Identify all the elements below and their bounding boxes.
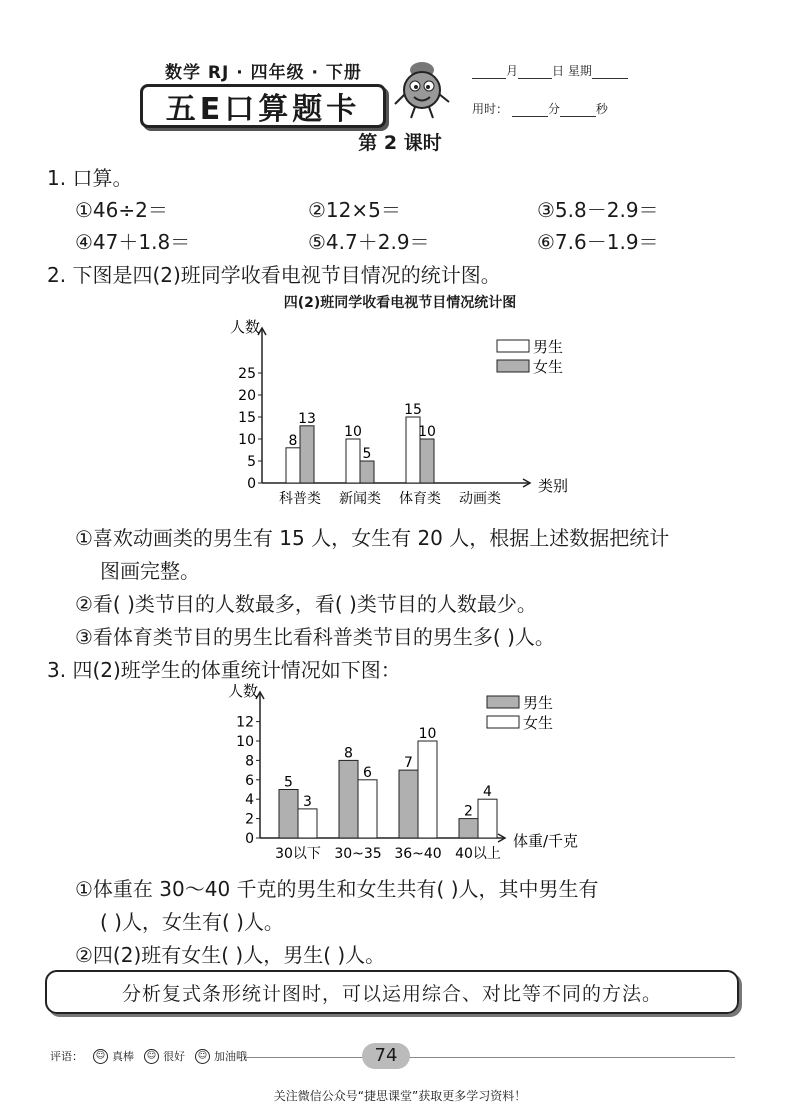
rating-row bbox=[50, 1048, 247, 1064]
q3-title: 3. 四(2)班学生的体重统计情况如下图： bbox=[47, 658, 401, 682]
page-number: 74 bbox=[362, 1043, 410, 1069]
q1-item: ③5.8－2.9＝ bbox=[537, 198, 659, 222]
y-tick-label: 4 bbox=[245, 792, 254, 809]
bar-value-label: 6 bbox=[363, 764, 372, 781]
rating-good[interactable]: 很好 bbox=[163, 1050, 185, 1063]
bar-value-label: 5 bbox=[284, 774, 293, 791]
x-tick-label: 30以下 bbox=[275, 846, 321, 862]
bar-value-label: 13 bbox=[298, 410, 316, 427]
q2-sub1-line1: ①喜欢动画类的男生有 15 人，女生有 20 人，根据上述数据把统计 bbox=[75, 526, 670, 550]
y-tick-label: 8 bbox=[245, 753, 254, 770]
q1-item: ④47＋1.8＝ bbox=[75, 230, 191, 254]
subject-line: 数学 RJ · 四年级 · 下册 bbox=[165, 63, 362, 83]
y-tick-label: 15 bbox=[238, 410, 256, 426]
time-label: 用时： bbox=[472, 102, 509, 116]
bar bbox=[346, 439, 360, 483]
bar-value-label: 2 bbox=[464, 803, 473, 820]
bar-value-label: 8 bbox=[344, 745, 353, 762]
bar-value-label: 7 bbox=[404, 755, 413, 772]
rating-label: 评语： bbox=[50, 1050, 83, 1063]
q2-sub1-line2: 图画完整。 bbox=[100, 559, 200, 583]
y-tick-label: 25 bbox=[238, 366, 256, 382]
minute-label: 分 bbox=[547, 102, 560, 116]
y-tick-label: 10 bbox=[238, 432, 256, 448]
tv-program-chart bbox=[220, 310, 600, 515]
brand-logo: 五E口算题卡 bbox=[140, 84, 386, 128]
mascot-icon bbox=[393, 50, 451, 120]
rating-cheer[interactable]: 加油哦 bbox=[214, 1050, 247, 1063]
x-tick-label: 科普类 bbox=[279, 491, 321, 507]
q3-sub2: ②四(2)班有女生( )人，男生( )人。 bbox=[75, 943, 386, 967]
legend-swatch bbox=[497, 360, 529, 372]
q2-title: 2. 下图是四(2)班同学收看电视节目情况的统计图。 bbox=[47, 263, 501, 287]
y-tick-label: 10 bbox=[236, 734, 254, 750]
bar-value-label: 10 bbox=[418, 726, 437, 742]
chart1-title: 四(2)班同学收看电视节目情况统计图 bbox=[283, 295, 517, 311]
bottom-note: 关注微信公众号“捷思课堂”获取更多学习资料！ bbox=[273, 1089, 527, 1103]
bar-value-label: 5 bbox=[362, 446, 372, 462]
q3-sub1-line1: ①体重在 30～40 千克的男生和女生共有( )人，其中男生有 bbox=[75, 877, 599, 901]
date-field[interactable] bbox=[472, 62, 628, 79]
bar bbox=[300, 426, 314, 483]
bar bbox=[298, 809, 317, 838]
x-tick-label: 36~40 bbox=[394, 846, 442, 862]
good-face-icon[interactable]: ☺ bbox=[144, 1049, 159, 1064]
footer-divider bbox=[245, 1057, 735, 1058]
bar-value-label: 15 bbox=[404, 402, 422, 418]
legend-swatch bbox=[497, 340, 529, 352]
bar-value-label: 4 bbox=[483, 784, 492, 801]
cheer-face-icon[interactable]: ☺ bbox=[195, 1049, 210, 1064]
bar bbox=[459, 819, 478, 838]
y-axis-label: 人数 bbox=[230, 318, 261, 336]
bar bbox=[478, 799, 497, 838]
x-axis-label: 类别 bbox=[538, 477, 569, 495]
bar-value-label: 10 bbox=[344, 424, 362, 440]
weight-chart bbox=[215, 680, 595, 865]
y-tick-label: 6 bbox=[245, 772, 254, 789]
q1-item: ⑤4.7＋2.9＝ bbox=[308, 230, 430, 254]
bar bbox=[420, 439, 434, 483]
bar bbox=[418, 741, 437, 838]
bar bbox=[339, 760, 358, 838]
tip-box: 分析复式条形统计图时，可以运用综合、对比等不同的方法。 bbox=[45, 970, 739, 1014]
second-label: 秒 bbox=[595, 102, 608, 116]
time-field[interactable] bbox=[472, 100, 608, 117]
y-axis-label: 人数 bbox=[228, 682, 259, 700]
x-tick-label: 新闻类 bbox=[339, 491, 381, 507]
q2-sub3: ③看体育类节目的男生比看科普类节目的男生多( )人。 bbox=[75, 625, 555, 649]
month-label: 月 bbox=[506, 64, 519, 78]
bar bbox=[358, 780, 377, 838]
q1-item: ②12×5＝ bbox=[308, 198, 401, 222]
rating-great[interactable]: 真棒 bbox=[112, 1050, 134, 1063]
y-tick-label: 20 bbox=[238, 388, 256, 404]
bar bbox=[360, 461, 374, 483]
bar-value-label: 8 bbox=[288, 432, 298, 449]
x-tick-label: 体育类 bbox=[399, 491, 441, 507]
day-label: 日 bbox=[552, 64, 565, 78]
great-face-icon[interactable]: ☺ bbox=[93, 1049, 108, 1064]
y-tick-label: 0 bbox=[245, 831, 254, 847]
y-tick-label: 5 bbox=[247, 454, 256, 470]
bar-value-label: 3 bbox=[303, 793, 312, 810]
bar bbox=[279, 790, 298, 839]
week-label: 星期 bbox=[567, 64, 592, 78]
x-tick-label: 40以上 bbox=[455, 846, 501, 862]
legend-label: 男生 bbox=[523, 694, 554, 712]
lesson-title: 第 2 课时 bbox=[358, 132, 442, 154]
bar-value-label: 10 bbox=[418, 424, 436, 440]
q1-item: ①46÷2＝ bbox=[75, 198, 168, 222]
x-tick-label: 30~35 bbox=[334, 846, 382, 862]
q1-title: 1. 口算。 bbox=[47, 166, 133, 190]
x-axis-label: 体重/千克 bbox=[513, 832, 579, 850]
bar bbox=[399, 770, 418, 838]
legend-swatch bbox=[487, 696, 519, 708]
y-tick-label: 0 bbox=[247, 476, 256, 492]
y-tick-label: 2 bbox=[245, 811, 254, 828]
q2-sub2: ②看( )类节目的人数最多，看( )类节目的人数最少。 bbox=[75, 592, 537, 616]
q3-sub1-line2: ( )人，女生有( )人。 bbox=[100, 910, 284, 934]
legend-label: 女生 bbox=[533, 358, 564, 376]
x-tick-label: 动画类 bbox=[459, 491, 501, 507]
bar bbox=[286, 448, 300, 483]
q1-item: ⑥7.6－1.9＝ bbox=[537, 230, 659, 254]
y-tick-label: 12 bbox=[236, 714, 254, 731]
legend-swatch bbox=[487, 716, 519, 728]
legend-label: 男生 bbox=[533, 338, 564, 356]
legend-label: 女生 bbox=[523, 714, 554, 732]
